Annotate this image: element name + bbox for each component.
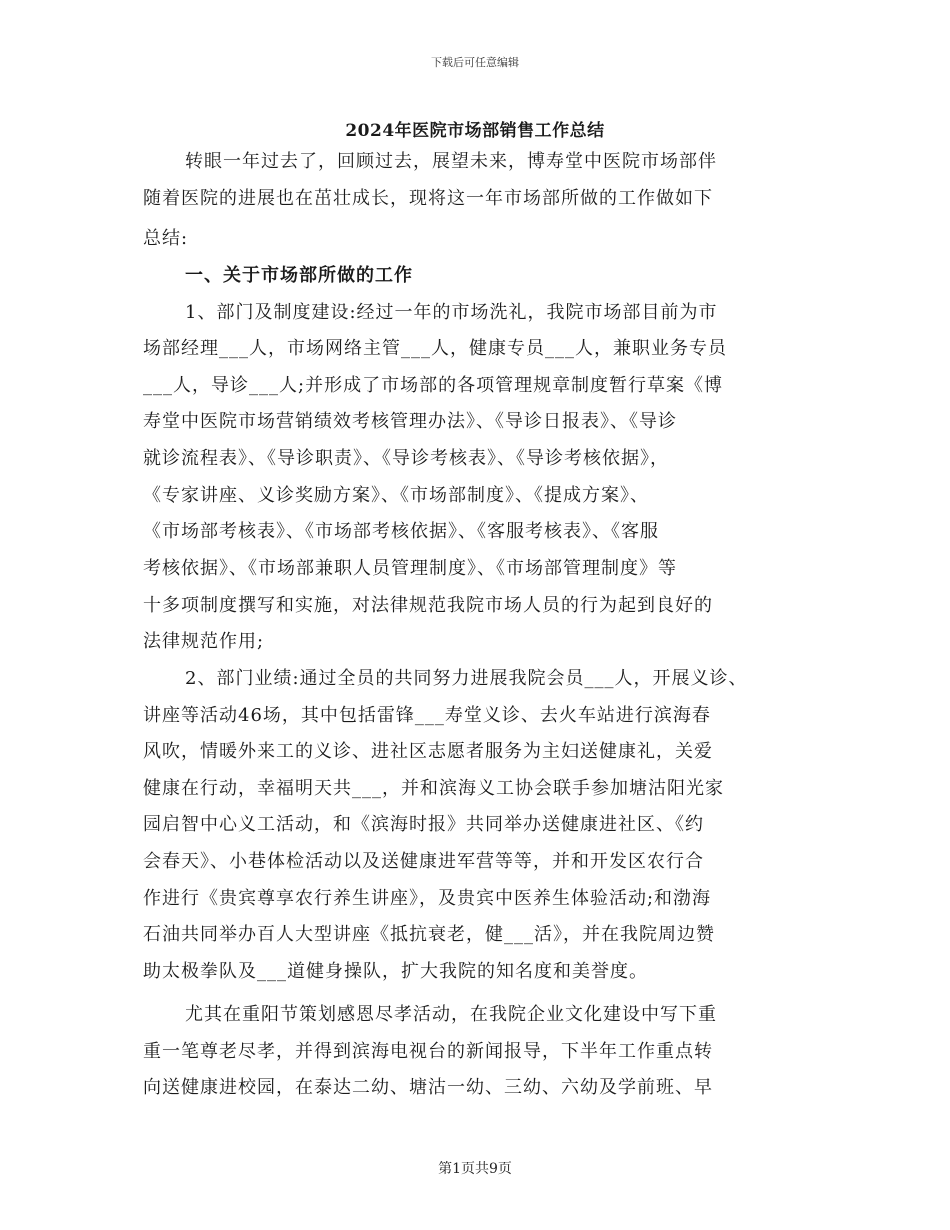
- section-heading: 一、关于市场部所做的工作: [185, 265, 413, 286]
- paragraph-line: 作进行《贵宾尊享农行养生讲座》，及贵宾中医养生体验活动;和渤海: [143, 888, 712, 909]
- paragraph-line: 十多项制度撰写和实施，对法律规范我院市场人员的行为起到良好的: [143, 595, 713, 616]
- paragraph-line: 法律规范作用;: [143, 631, 265, 652]
- paragraph-line: 讲座等活动46场，其中包括雷锋___寿堂义诊、去火车站进行滨海春: [143, 705, 711, 726]
- paragraph-line: 总结:: [143, 228, 189, 249]
- paragraph-line: 考核依据》、《市场部兼职人员管理制度》、《市场部管理制度》等: [143, 558, 677, 579]
- paragraph-line: ___人，导诊___人;并形成了市场部的各项管理规章制度暂行草案《博: [143, 375, 724, 396]
- paragraph-line: 健康在行动，幸福明天共___，并和滨海义工协会联手参加塘沽阳光家: [143, 778, 724, 799]
- paragraph-line: 重一笔尊老尽孝，并得到滨海电视台的新闻报导，下半年工作重点转: [143, 1041, 713, 1062]
- paragraph-line: 《专家讲座、义诊奖励方案》、《市场部制度》、《提成方案》、: [143, 485, 649, 506]
- paragraph-line: 随着医院的进展也在茁壮成长，现将这一年市场部所做的工作做如下: [143, 188, 713, 209]
- paragraph-line: 园启智中心义工活动，和《滨海时报》共同举办送健康进社区、《约: [143, 814, 704, 835]
- paragraph-line: 1、部门及制度建设:经过一年的市场洗礼，我院市场部目前为市: [185, 302, 718, 323]
- paragraph-line: 会春天》、小巷体检活动以及送健康进军营等等，并和开发区农行合: [143, 851, 704, 872]
- paragraph-line: 石油共同举办百人大型讲座《抵抗衰老，健___活》，并在我院周边赞: [143, 924, 715, 945]
- page-number: 第1页共9页: [438, 1161, 512, 1177]
- paragraph-line: 2、部门业绩:通过全员的共同努力进展我院会员___人，开展义诊、: [185, 668, 748, 689]
- paragraph-line: 寿堂中医院市场营销绩效考核管理办法》、《导诊日报表》、《导诊: [143, 411, 677, 432]
- header-note: 下载后可任意编辑: [431, 56, 519, 69]
- paragraph-line: 向送健康进校园，在泰达二幼、塘沽一幼、三幼、六幼及学前班、早: [143, 1077, 713, 1098]
- paragraph-line: 助太极拳队及___道健身操队，扩大我院的知名度和美誉度。: [143, 961, 648, 982]
- paragraph-line: 尤其在重阳节策划感恩尽孝活动，在我院企业文化建设中写下重: [185, 1004, 717, 1025]
- paragraph-line: 就诊流程表》、《导诊职责》、《导诊考核表》、《导诊考核依据》，: [143, 448, 669, 469]
- paragraph-line: 场部经理___人，市场网络主管___人，健康专员___人，兼职业务专员: [143, 338, 727, 359]
- paragraph-line: 风吹，情暖外来工的义诊、进社区志愿者服务为主妇送健康礼，关爱: [143, 741, 713, 762]
- paragraph-line: 《市场部考核表》、《市场部考核依据》、《客服考核表》、《客服: [143, 521, 659, 542]
- paragraph-line: 转眼一年过去了，回顾过去，展望未来，博寿堂中医院市场部伴: [185, 151, 717, 172]
- document-title: 2024年医院市场部销售工作总结: [345, 121, 605, 141]
